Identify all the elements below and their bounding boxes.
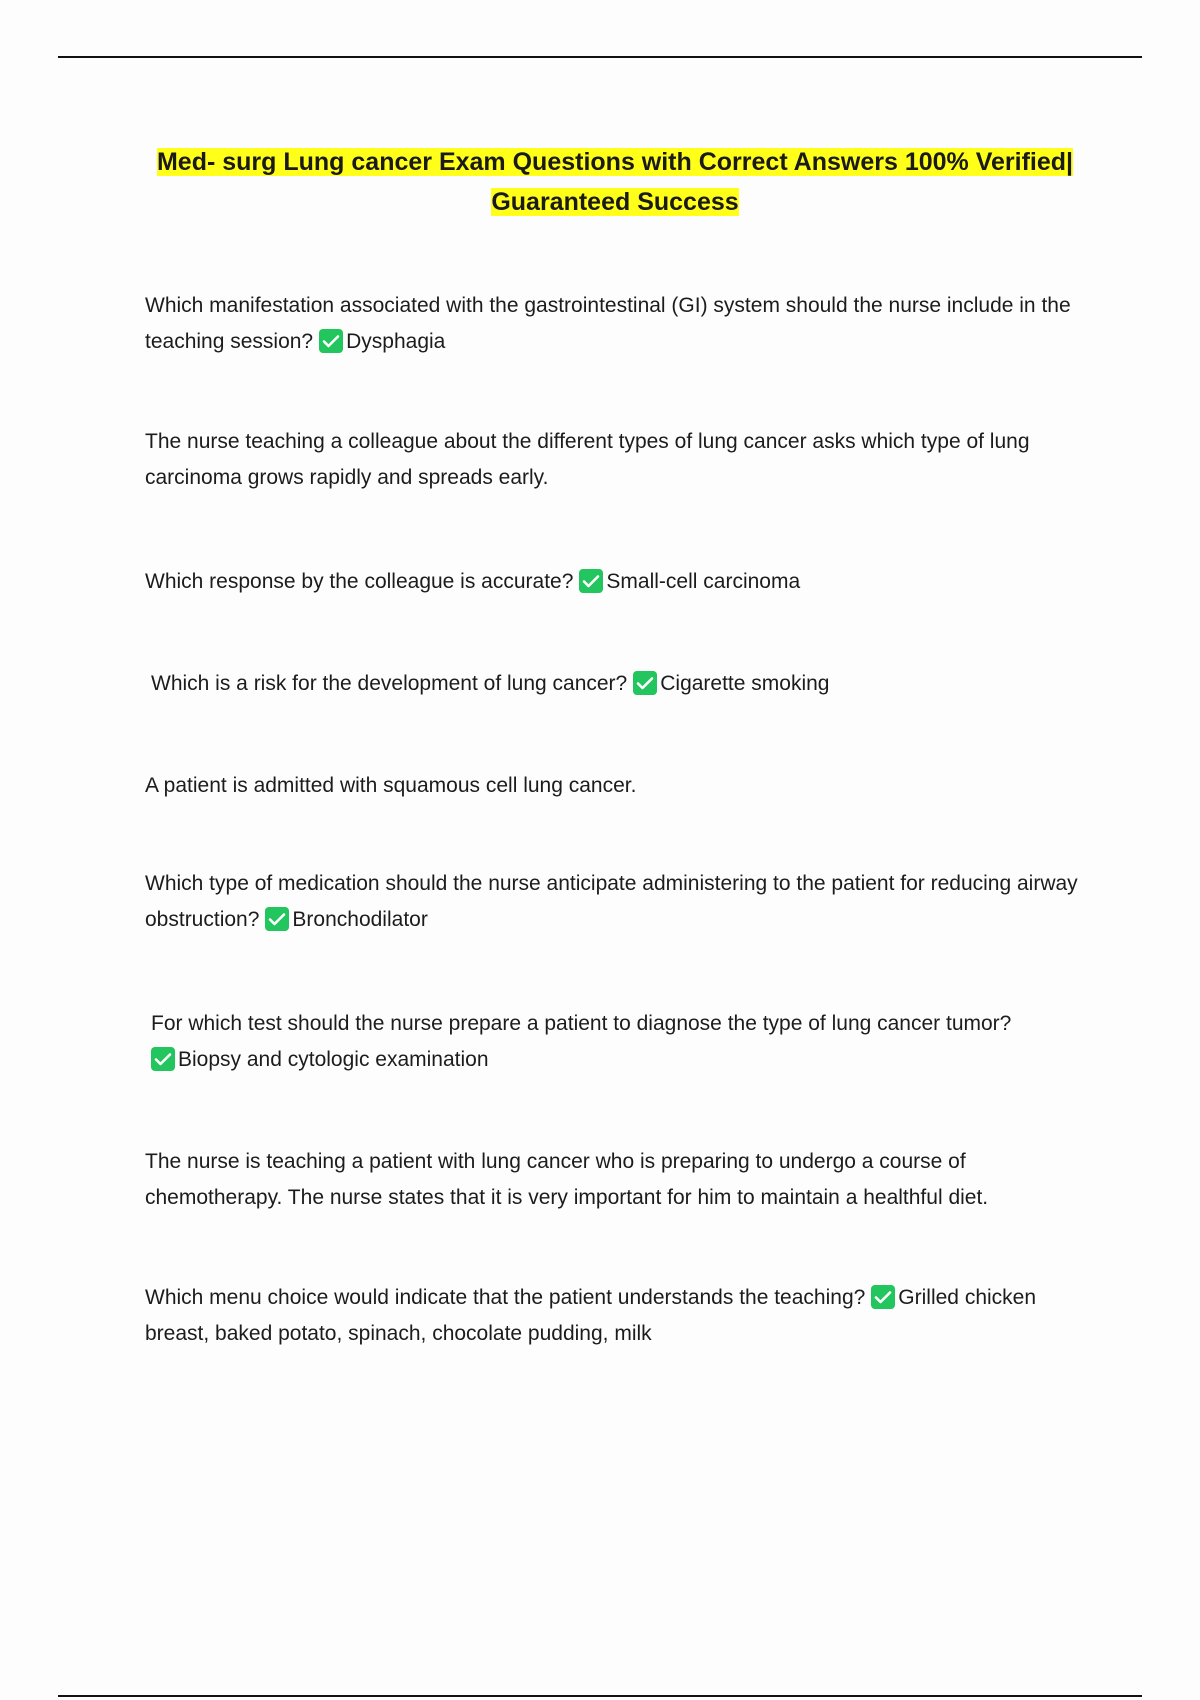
question-text: Which menu choice would indicate that the patient understands the teaching? — [145, 1286, 866, 1309]
qa-item — [145, 288, 1085, 360]
title-text: Med- surg Lung cancer Exam Questions with Correct Answers 100% Verified| Guaranteed Success — [156, 148, 1074, 216]
question-text: The nurse is teaching a patient with lung cancer who is preparing to undergo a course of chemotherapy. The nurse states that it is very important for him to maintain a healthful diet. — [145, 1150, 989, 1209]
check-mark-icon — [151, 1047, 175, 1071]
check-mark-icon — [319, 329, 343, 353]
qa-item — [145, 866, 1085, 938]
question-text: A patient is admitted with squamous cell lung cancer. — [145, 774, 637, 797]
question-text: Which response by the colleague is accurate? — [145, 570, 574, 593]
qa-item — [145, 1144, 1085, 1216]
qa-item — [145, 564, 1085, 600]
answer-text: Cigarette smoking — [660, 672, 830, 695]
question-text: Which is a risk for the development of lung cancer? — [151, 672, 628, 695]
bottom-divider — [58, 1695, 1142, 1697]
question-text: The nurse teaching a colleague about the different types of lung cancer asks which type of lung carcinoma grows rapidly and spreads early. — [145, 430, 1030, 489]
answer-text: Small-cell carcinoma — [606, 570, 801, 593]
qa-item — [145, 1280, 1085, 1352]
qa-item — [145, 666, 1091, 702]
check-mark-icon — [265, 907, 289, 931]
qa-item — [145, 768, 1085, 804]
check-mark-icon — [871, 1285, 895, 1309]
answer-text: Grilled chicken breast, baked potato, spinach, chocolate pudding, milk — [145, 1286, 1037, 1345]
answer-text: Biopsy and cytologic examination — [178, 1048, 489, 1071]
question-text: Which type of medication should the nurse anticipate administering to the patient for reducing airway obstruction? — [145, 872, 1078, 931]
answer-text: Dysphagia — [346, 330, 446, 353]
question-text: For which test should the nurse prepare a patient to diagnose the type of lung cancer tumor? — [151, 1012, 1012, 1035]
check-mark-icon — [579, 569, 603, 593]
qa-item — [145, 1006, 1091, 1078]
question-text: Which manifestation associated with the gastrointestinal (GI) system should the nurse include in the teaching session? — [145, 294, 1071, 353]
page-title — [145, 142, 1085, 222]
top-divider — [58, 56, 1142, 58]
check-mark-icon — [633, 671, 657, 695]
answer-text: Bronchodilator — [292, 908, 428, 931]
qa-item — [145, 424, 1085, 496]
